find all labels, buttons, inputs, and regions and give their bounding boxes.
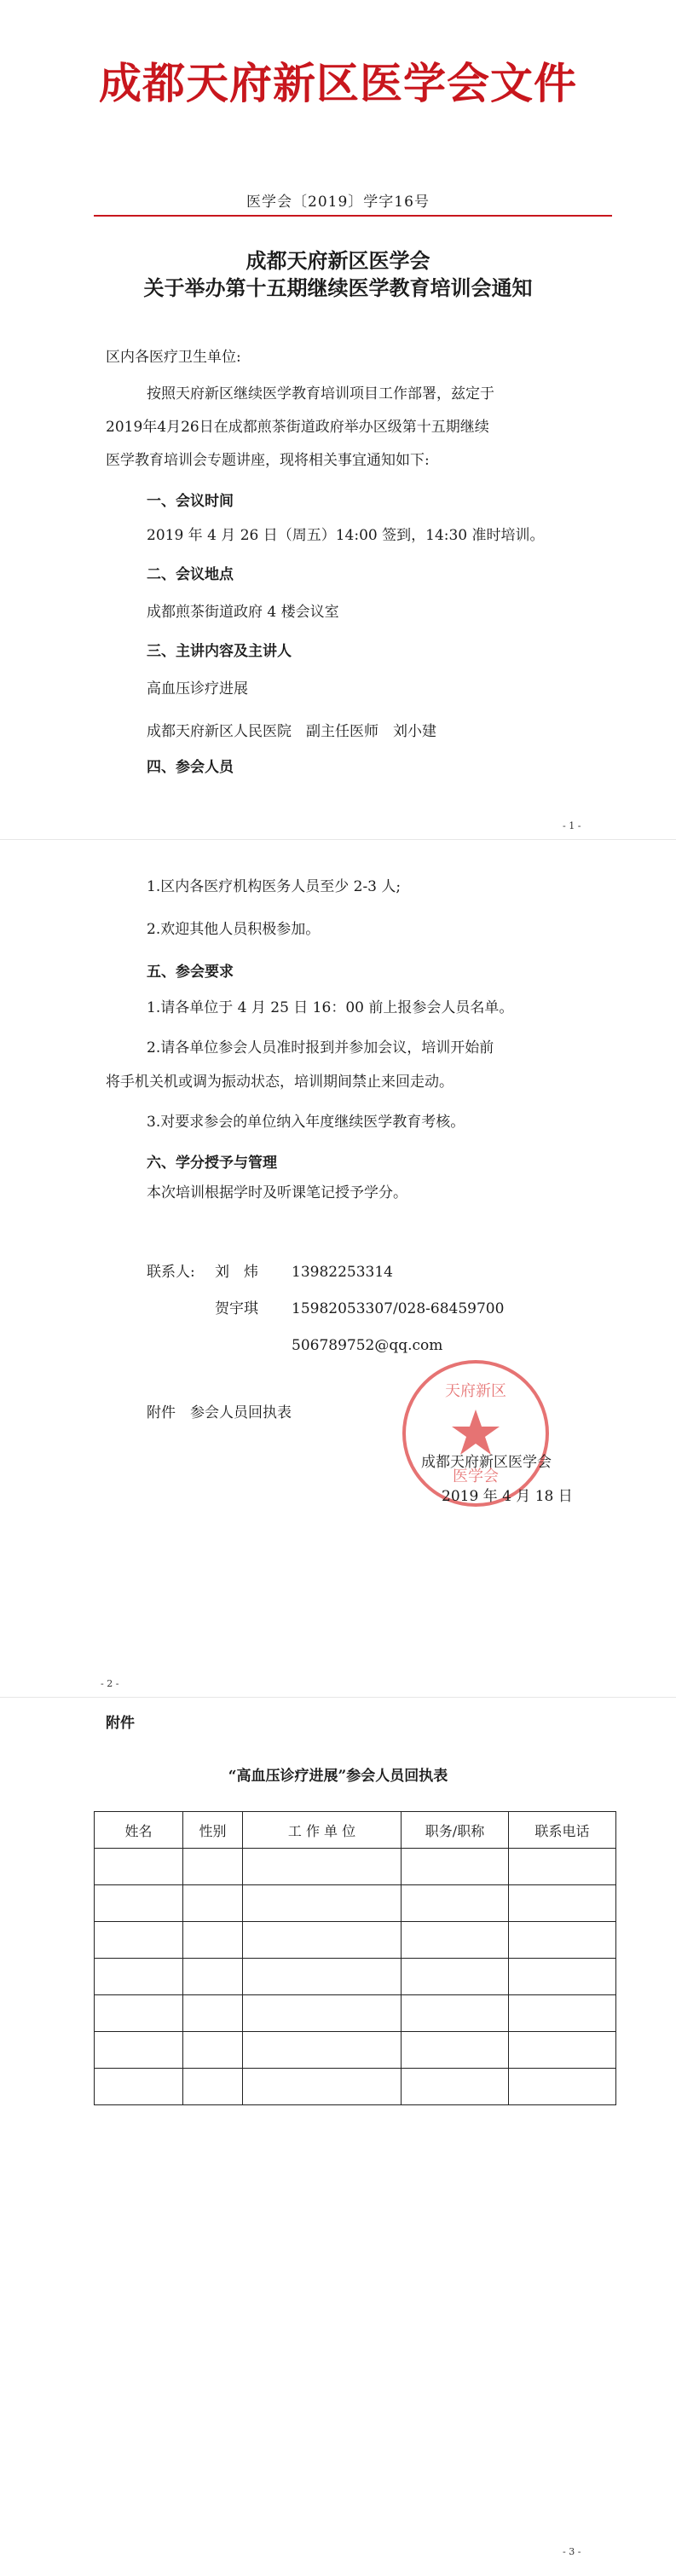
table-row	[95, 2032, 616, 2069]
page-number-3: - 3 -	[563, 2546, 581, 2557]
table-cell[interactable]	[509, 1922, 616, 1959]
column-header-title: 职务/职称	[402, 1812, 509, 1849]
signature-date: 2019 年 4 月 18 日	[442, 1488, 573, 1505]
table-cell[interactable]	[183, 1885, 243, 1922]
contact-1-phone: 13982253314	[292, 1264, 393, 1281]
table-row	[95, 2069, 616, 2105]
intro-line-1: 按照天府新区继续医学教育培训项目工作部署，兹定于	[147, 385, 494, 402]
intro-line-3: 医学教育培训会专题讲座，现将相关事宜通知如下:	[106, 452, 430, 469]
table-header-row	[95, 1812, 616, 1849]
table-cell[interactable]	[95, 1849, 183, 1885]
section-heading-time: 一、会议时间	[147, 493, 234, 510]
appendix-label: 附件	[106, 1715, 135, 1732]
reply-form-table	[94, 1811, 616, 2105]
speaker-info: 成都天府新区人民医院 副主任医师 刘小建	[147, 723, 436, 740]
table-cell[interactable]	[183, 1849, 243, 1885]
table-cell[interactable]	[95, 2032, 183, 2069]
contact-2-name: 贺宇琪	[215, 1300, 258, 1317]
table-row	[95, 1959, 616, 1995]
contact-email: 506789752@qq.com	[292, 1337, 443, 1354]
lecture-topic: 高血压诊疗进展	[147, 680, 248, 698]
seal-text-top: 天府新区	[445, 1382, 506, 1400]
meeting-location-text: 成都煎茶街道政府 4 楼会议室	[147, 604, 339, 621]
table-cell[interactable]	[243, 1959, 402, 1995]
table-cell[interactable]	[509, 1959, 616, 1995]
section-heading-attendees: 四、参会人员	[147, 759, 234, 776]
attachment-note: 附件 参会人员回执表	[147, 1404, 292, 1421]
table-cell[interactable]	[243, 2032, 402, 2069]
table-cell[interactable]	[183, 2032, 243, 2069]
table-cell[interactable]	[509, 1885, 616, 1922]
table-cell[interactable]	[243, 1922, 402, 1959]
contact-2-phone: 15982053307/028-68459700	[292, 1300, 505, 1317]
table-cell[interactable]	[402, 1995, 509, 2032]
org-header-title: 成都天府新区医学会文件	[99, 58, 577, 108]
page-number-1: - 1 -	[563, 820, 581, 831]
table-row	[95, 1995, 616, 2032]
notice-title-line-2: 关于举办第十五期继续医学教育培训会通知	[143, 275, 533, 300]
requirement-item-2-line-1: 2.请各单位参会人员准时报到并参加会议，培训开始前	[147, 1039, 494, 1056]
table-cell[interactable]	[402, 1959, 509, 1995]
table-cell[interactable]	[95, 1885, 183, 1922]
requirement-item-3: 3.对要求参会的单位纳入年度继续医学教育考核。	[147, 1114, 465, 1131]
table-cell[interactable]	[509, 2069, 616, 2105]
table-cell[interactable]	[243, 2069, 402, 2105]
appendix-table-title: “高血压诊疗进展”参会人员回执表	[228, 1768, 448, 1785]
table-cell[interactable]	[95, 1922, 183, 1959]
column-header-phone: 联系电话	[509, 1812, 616, 1849]
table-cell[interactable]	[95, 1959, 183, 1995]
document-number: 医学会〔2019〕学字16号	[246, 194, 430, 211]
table-cell[interactable]	[183, 1922, 243, 1959]
column-header-gender: 性别	[183, 1812, 243, 1849]
page-break-1	[0, 839, 676, 840]
table-cell[interactable]	[402, 1885, 509, 1922]
meeting-time-text: 2019 年 4 月 26 日（周五）14:00 签到，14:30 准时培训。	[147, 527, 545, 544]
table-cell[interactable]	[509, 2032, 616, 2069]
section-heading-requirements: 五、参会要求	[147, 964, 234, 981]
table-cell[interactable]	[95, 2069, 183, 2105]
table-row	[95, 1922, 616, 1959]
page-break-2	[0, 1697, 676, 1698]
table-row	[95, 1849, 616, 1885]
requirement-item-1: 1.请各单位于 4 月 25 日 16：00 前上报参会人员名单。	[147, 999, 514, 1016]
signature-org: 成都天府新区医学会	[421, 1454, 552, 1471]
section-heading-speaker: 三、主讲内容及主讲人	[147, 643, 292, 660]
credits-text: 本次培训根据学时及听课笔记授予学分。	[147, 1184, 407, 1201]
table-cell[interactable]	[95, 1995, 183, 2032]
page-number-2: - 2 -	[101, 1678, 119, 1689]
intro-line-2: 2019年4月26日在成都煎茶街道政府举办区级第十五期继续	[106, 419, 489, 436]
column-header-name: 姓名	[95, 1812, 183, 1849]
notice-title-line-1: 成都天府新区医学会	[246, 248, 430, 273]
attendee-item-2: 2.欢迎其他人员积极参加。	[147, 921, 321, 938]
salutation: 区内各医疗卫生单位:	[106, 349, 241, 366]
table-cell[interactable]	[402, 2032, 509, 2069]
table-cell[interactable]	[243, 1849, 402, 1885]
section-heading-location: 二、会议地点	[147, 566, 234, 583]
requirement-item-2-line-2: 将手机关机或调为振动状态，培训期间禁止来回走动。	[106, 1074, 454, 1091]
attendee-item-1: 1.区内各医疗机构医务人员至少 2-3 人;	[147, 878, 402, 895]
table-cell[interactable]	[183, 2069, 243, 2105]
table-cell[interactable]	[243, 1995, 402, 2032]
table-cell[interactable]	[183, 1959, 243, 1995]
table-cell[interactable]	[402, 2069, 509, 2105]
table-cell[interactable]	[243, 1885, 402, 1922]
table-cell[interactable]	[509, 1849, 616, 1885]
seal-text-bottom: 医学会	[453, 1467, 499, 1485]
red-header-rule	[94, 215, 612, 217]
table-row	[95, 1885, 616, 1922]
contact-1-name: 刘 炜	[215, 1264, 258, 1281]
contact-label: 联系人:	[147, 1264, 195, 1281]
table-cell[interactable]	[183, 1995, 243, 2032]
table-cell[interactable]	[509, 1995, 616, 2032]
column-header-workplace: 工 作 单 位	[243, 1812, 402, 1849]
section-heading-credits: 六、学分授予与管理	[147, 1155, 277, 1172]
table-cell[interactable]	[402, 1922, 509, 1959]
table-cell[interactable]	[402, 1849, 509, 1885]
